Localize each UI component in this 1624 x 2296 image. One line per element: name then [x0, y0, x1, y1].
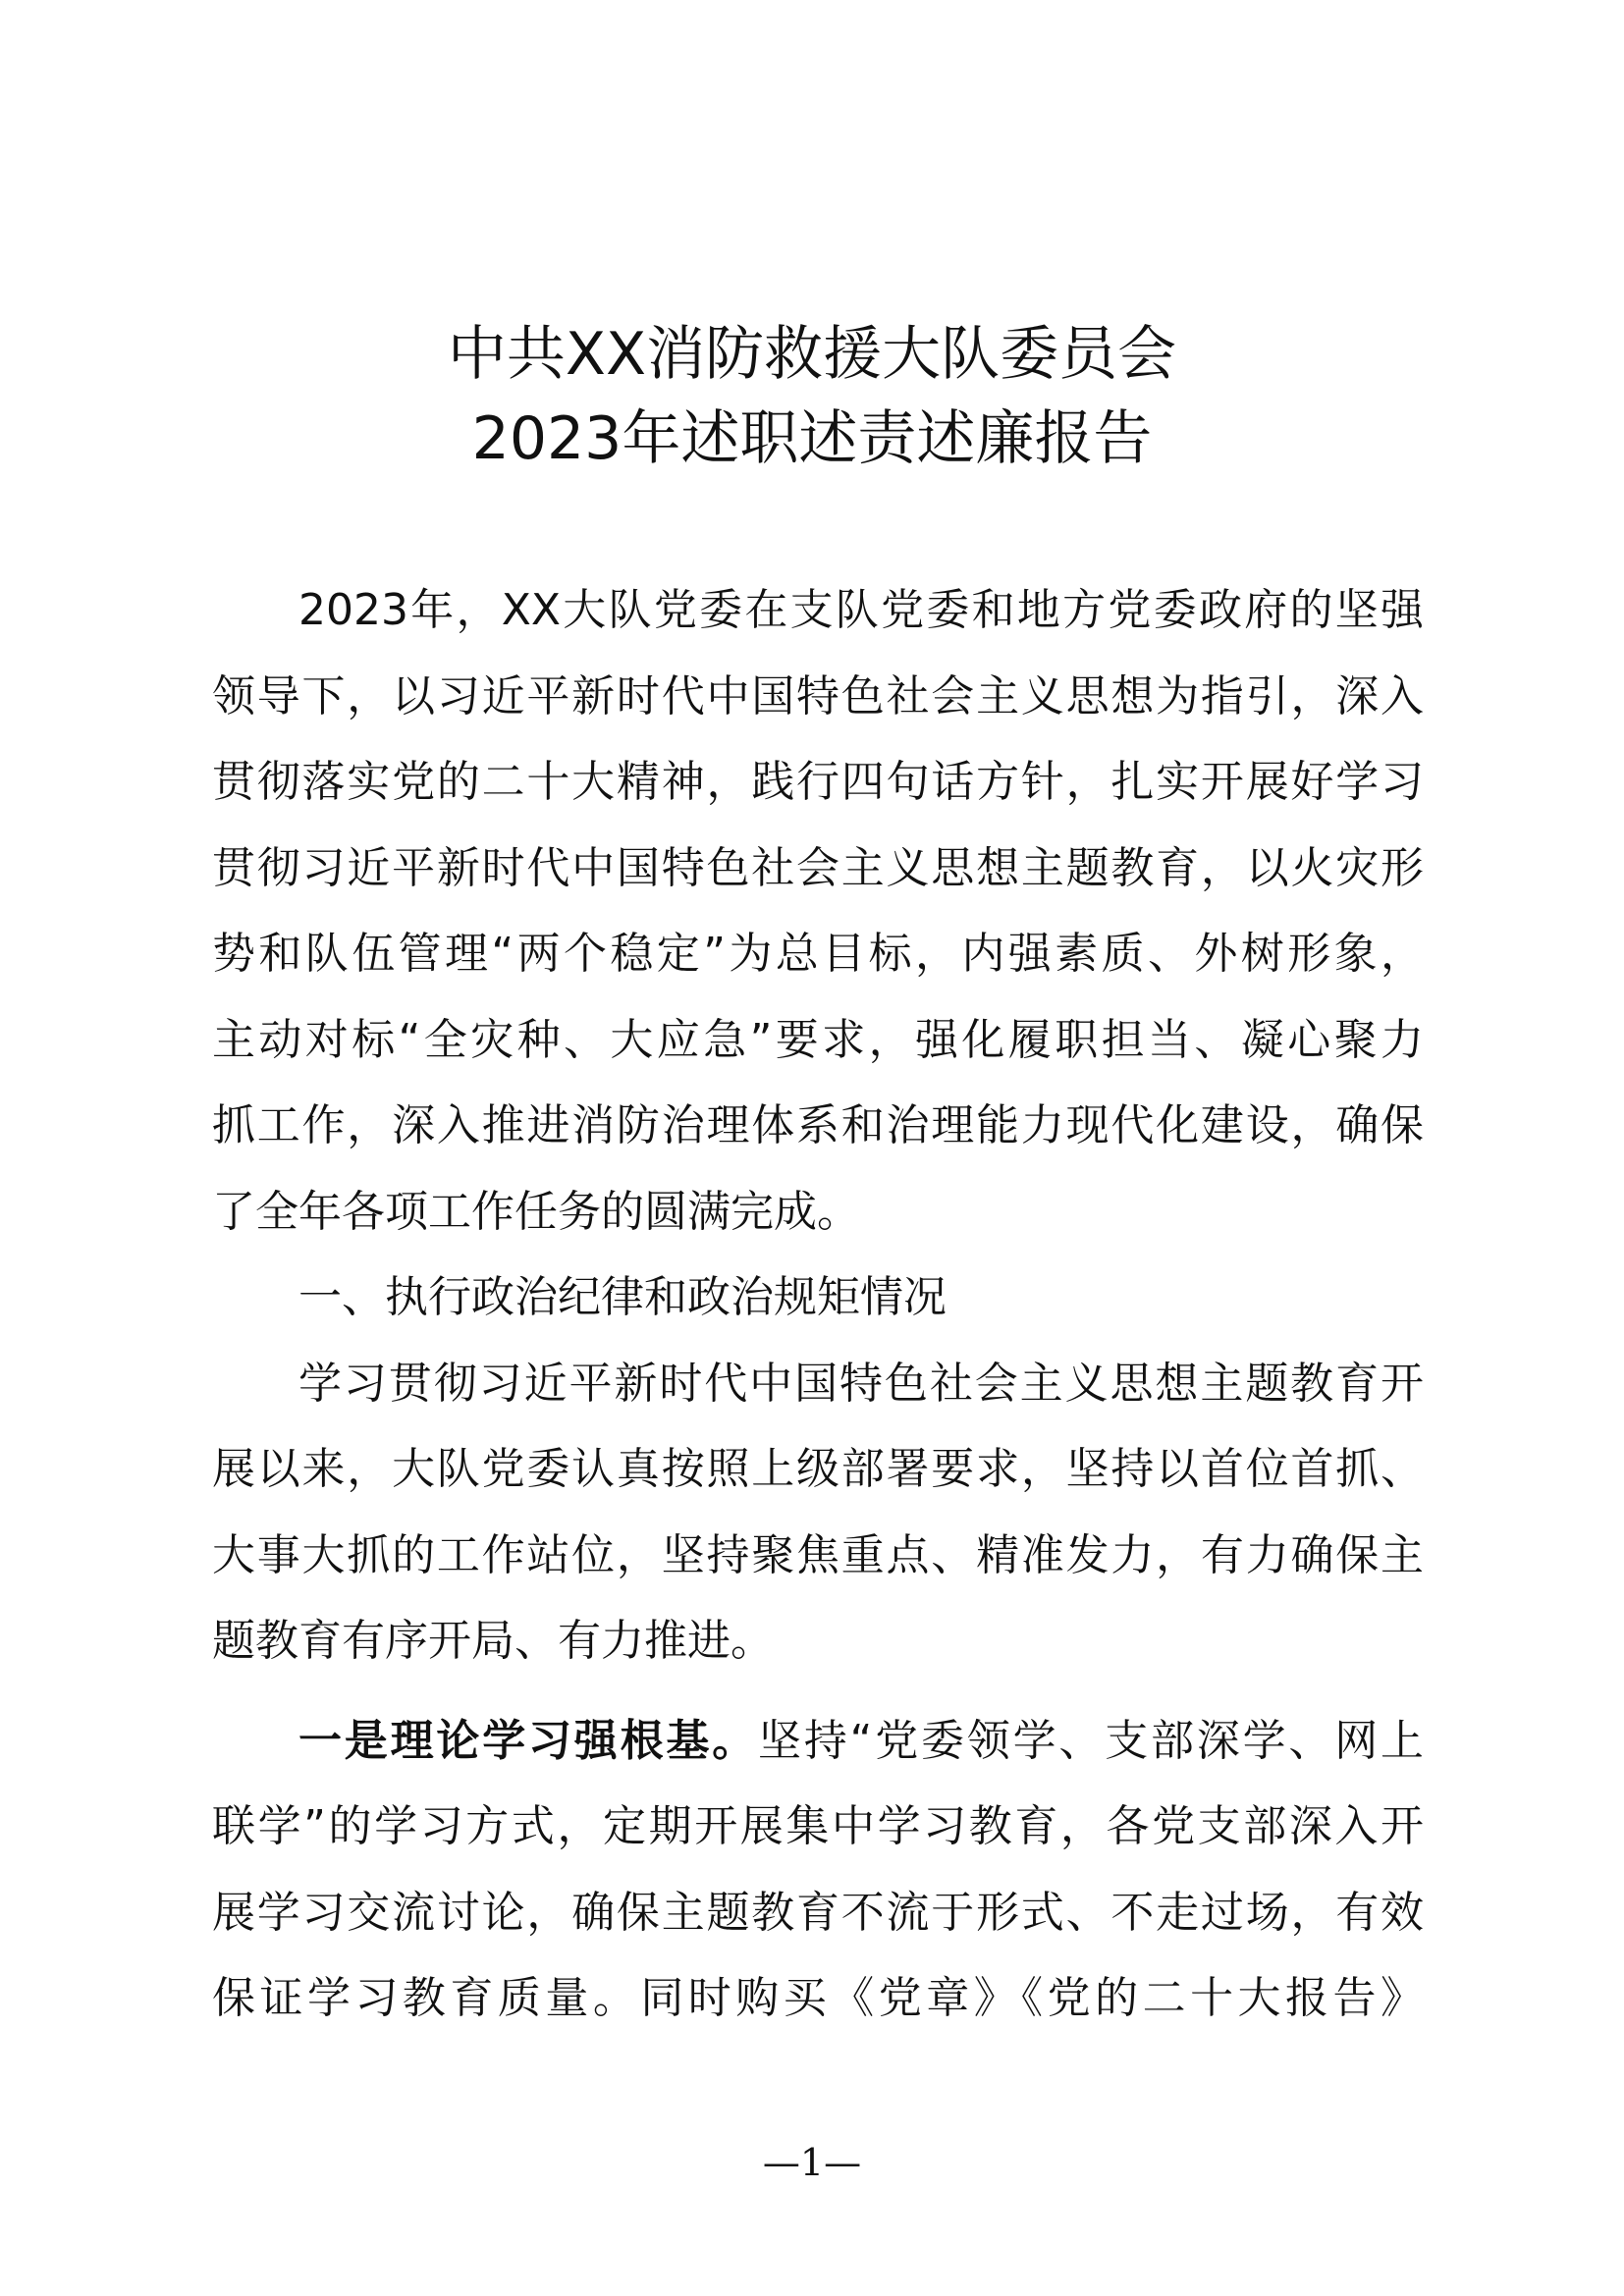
paragraph-3-bold-lead: 一是理论学习强根基。	[298, 1715, 759, 1766]
paragraph-3-line: 保证学习教育质量。同时购买《党章》《党的二十大报告》	[212, 1973, 1424, 2023]
paragraph-1-line: 抓工作，深入推进消防治理体系和治理能力现代化建设，确保	[212, 1100, 1424, 1150]
section-heading: 一、执行政治纪律和政治规矩情况	[298, 1272, 947, 1322]
paragraph-3-first-line	[212, 1698, 1424, 1785]
document-body	[212, 567, 1424, 2042]
paragraph-1-line: 贯彻习近平新时代中国特色社会主义思想主题教育，以火灾形	[212, 842, 1424, 893]
paragraph-1-line: 了全年各项工作任务的圆满完成。	[212, 1186, 860, 1237]
title-line-2: 2023年述职述责述廉报告	[471, 404, 1153, 473]
title-line-1: 中共XX消防救援大队委员会	[447, 320, 1177, 389]
paragraph-2-line: 展以来，大队党委认真按照上级部署要求，坚持以首位首抓、	[212, 1444, 1424, 1494]
paragraph-3-line: 展学习交流讨论，确保主题教育不流于形式、不走过场，有效	[212, 1887, 1424, 1938]
paragraph-1-line: 2023年，XX大队党委在支队党委和地方党委政府的坚强	[298, 585, 1424, 635]
paragraph-3-line: 联学”的学习方式，定期开展集中学习教育，各党支部深入开	[212, 1801, 1424, 1851]
paragraph-1-line: 势和队伍管理“两个稳定”为总目标，内强素质、外树形象，	[212, 929, 1424, 979]
paragraph-2-line: 大事大抓的工作站位，坚持聚焦重点、精准发力，有力确保主	[212, 1529, 1424, 1580]
paragraph-1-line: 领导下，以习近平新时代中国特色社会主义思想为指引，深入	[212, 670, 1424, 721]
paragraph-3-lead-rest: 坚持“党委领学、支部深学、网上	[758, 1715, 1425, 1766]
paragraph-1-line: 贯彻落实党的二十大精神，践行四句话方针，扎实开展好学习	[212, 757, 1424, 807]
page-number: —1—	[762, 2141, 862, 2184]
paragraph-2-line: 学习贯彻习近平新时代中国特色社会主义思想主题教育开	[298, 1358, 1424, 1409]
document-title	[0, 312, 1624, 481]
paragraph-2-line: 题教育有序开局、有力推进。	[212, 1616, 774, 1666]
paragraph-1-line: 主动对标“全灾种、大应急”要求，强化履职担当、凝心聚力	[212, 1014, 1424, 1065]
